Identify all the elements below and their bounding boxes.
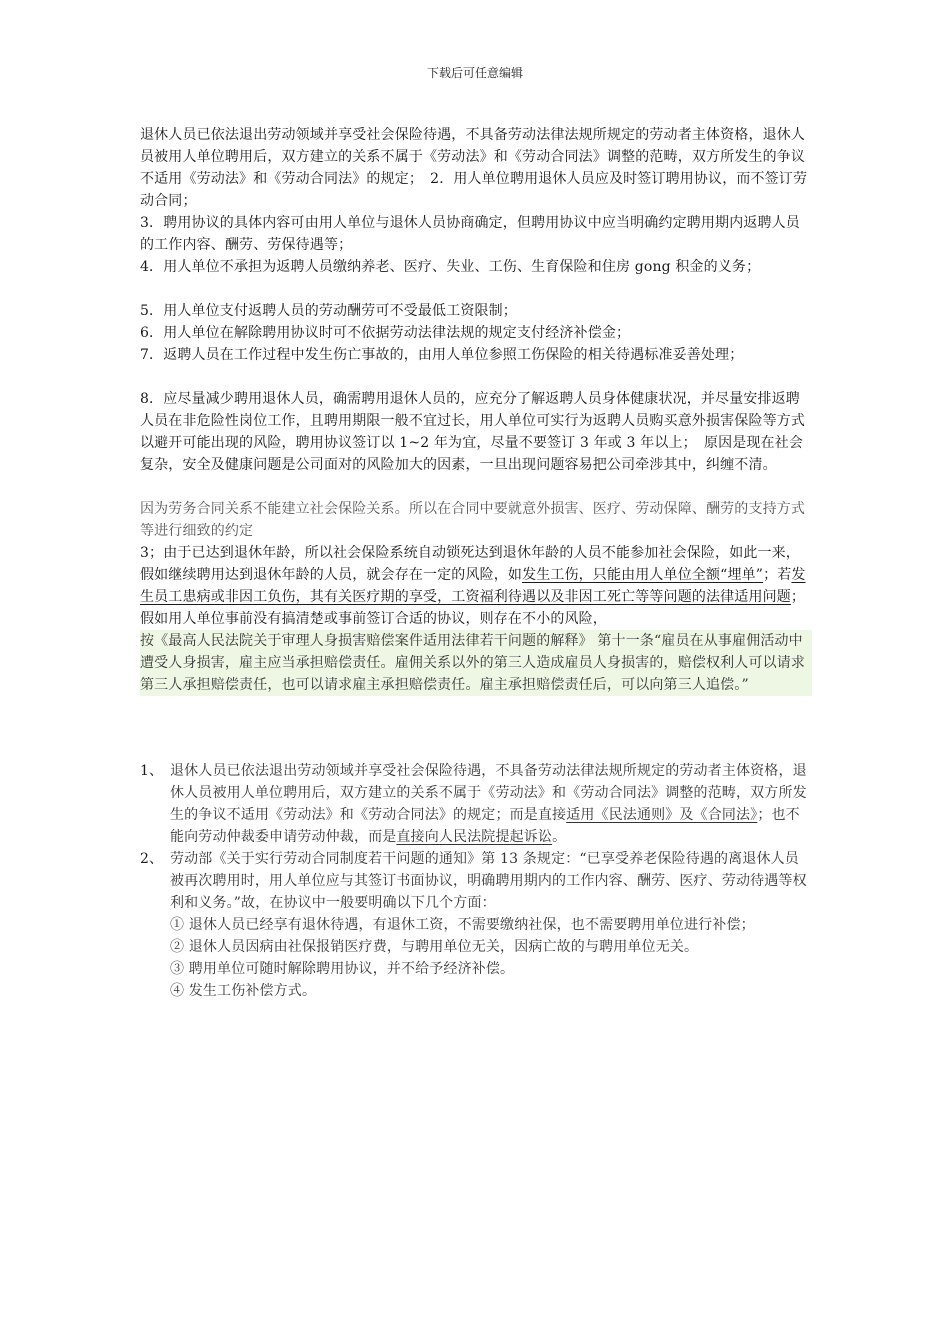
risk-underline-2: 发生员工患病或非因工负伤，其有关医疗期的享受，工资福利待遇以及非因工死亡等等问题的法律适用问题 — [140, 567, 806, 605]
sub-item-4: ④ 发生工伤补偿方式。 — [170, 983, 317, 999]
highlighted-legal-quote: 按《最高人民法院关于审理人身损害赔偿案件适用法律若干问题的解释》 第十一条“雇员在从事雇佣活动中遭受人身损害，雇主应当承担赔偿责任。雇佣关系以外的第三人造成雇员人身损害的，赔偿权利人可以请求第三人承担赔偿责任，也可以请求雇主承担赔偿责任。雇主承担赔偿责任后，可以向第三人追偿。” — [140, 630, 812, 696]
list-item-1 — [140, 760, 812, 848]
item1-underline-1: 适用《民法通则》及《合同法》 — [566, 807, 758, 823]
paragraph-3: 3．聘用协议的具体内容可由用人单位与退休人员协商确定，但聘用协议中应当明确约定聘用期内返聘人员的工作内容、酬劳、劳保待遇等； — [140, 215, 800, 253]
risk-underline-1: 发生工伤，只能由用人单位全额“埋单” — [522, 567, 764, 583]
page-header: 下载后可任意编辑 — [426, 66, 523, 80]
document-body — [140, 124, 812, 1002]
sub-item-2: ② 退休人员因病由社保报销医疗费，与聘用单位无关，因病亡故的与聘用单位无关。 — [170, 939, 699, 955]
risk-text-c: ；假如用人单位事前没有搞清楚或事前签订合适的协议，则存在不小的风险， — [140, 589, 806, 627]
paragraph-1: 退休人员已依法退出劳动领域并享受社会保险待遇，不具备劳动法律法规所规定的劳动者主体资格，退休人员被用人单位聘用后，双方建立的关系不属于《劳动法》和《劳动合同法》调整的范畴，双方所发生的争议不适用《劳动法》和《劳动合同法》的规定； 2．用人单位聘用退休人员应及时签订聘用协议，而不签订劳动合同； — [140, 127, 808, 209]
paragraph-risk — [140, 542, 812, 630]
item2-text: 劳动部《关于实行劳动合同制度若干问题的通知》第 13 条规定：“已享受养老保险待遇的离退休人员被再次聘用时，用人单位应与其签订书面协议，明确聘用期内的工作内容、酬劳、医疗、劳动待遇等权利和义务。”故，在协议中一般要明确以下几个方面： — [170, 851, 807, 911]
risk-text-a: 3；由于已达到退休年龄，所以社会保险系统自动锁死达到退休年龄的人员不能参加社会保险，如此一来，假如继续聘用达到退休年龄的人员，就会存在一定的风险，如 — [140, 545, 800, 583]
item1-text-a: 退休人员已依法退出劳动领域并享受社会保险待遇，不具备劳动法律法规所规定的劳动者主体资格，退休人员被用人单位聘用后，双方建立的关系不属于《劳动法》和《劳动合同法》调整的范畴，双方所发生的争议不适用《劳动法》和《劳动合同法》的规定；而是直接 — [170, 763, 807, 823]
numbered-list — [140, 760, 812, 1002]
paragraph-7: 7．返聘人员在工作过程中发生伤亡事故的，由用人单位参照工伤保险的相关待遇标准妥善处理； — [140, 347, 744, 363]
list-number-1: 1、 — [140, 763, 164, 779]
paragraph-6: 6．用人单位在解除聘用协议时可不依据劳动法律法规的规定支付经济补偿金； — [140, 325, 631, 341]
paragraph-4: 4．用人单位不承担为返聘人员缴纳养老、医疗、失业、工伤、生育保险和住房 gong 积金的义务； — [140, 259, 761, 275]
list-item-2 — [140, 848, 812, 914]
risk-text-b: ；若 — [763, 567, 792, 583]
paragraph-5: 5．用人单位支付返聘人员的劳动酬劳可不受最低工资限制； — [140, 303, 517, 319]
list-number-2: 2、 — [140, 851, 164, 867]
item1-text-c: 。 — [552, 829, 567, 845]
sub-item-1: ① 退休人员已经享有退休待遇，有退休工资，不需要缴纳社保，也不需要聘用单位进行补偿； — [170, 917, 755, 933]
sub-item-3: ③ 聘用单位可随时解除聘用协议，并不给予经济补偿。 — [170, 961, 515, 977]
item1-underline-2: 直接向人民法院提起诉讼 — [396, 829, 553, 845]
paragraph-labor-contract: 因为劳务合同关系不能建立社会保险关系。所以在合同中要就意外损害、医疗、劳动保障、酬劳的支持方式等进行细致的约定 — [140, 501, 806, 539]
paragraph-8: 8．应尽量减少聘用退休人员，确需聘用退休人员的，应充分了解返聘人员身体健康状况，并尽量安排返聘人员在非危险性岗位工作，且聘用期限一般不宜过长，用人单位可实行为返聘人员购买意外损害保险等方式以避开可能出现的风险，聘用协议签订以 1~2 年为宜，尽量不要签订 3 年或 3 年以上； 原因是现在社会复杂，安全及健康问题是公司面对的风险加大的因素，一旦出现问题容易把公司牵涉其中，纠缠不清。 — [140, 391, 806, 473]
item1-text-b: ；也不能向劳动仲裁委申请劳动仲裁，而是 — [170, 807, 800, 845]
